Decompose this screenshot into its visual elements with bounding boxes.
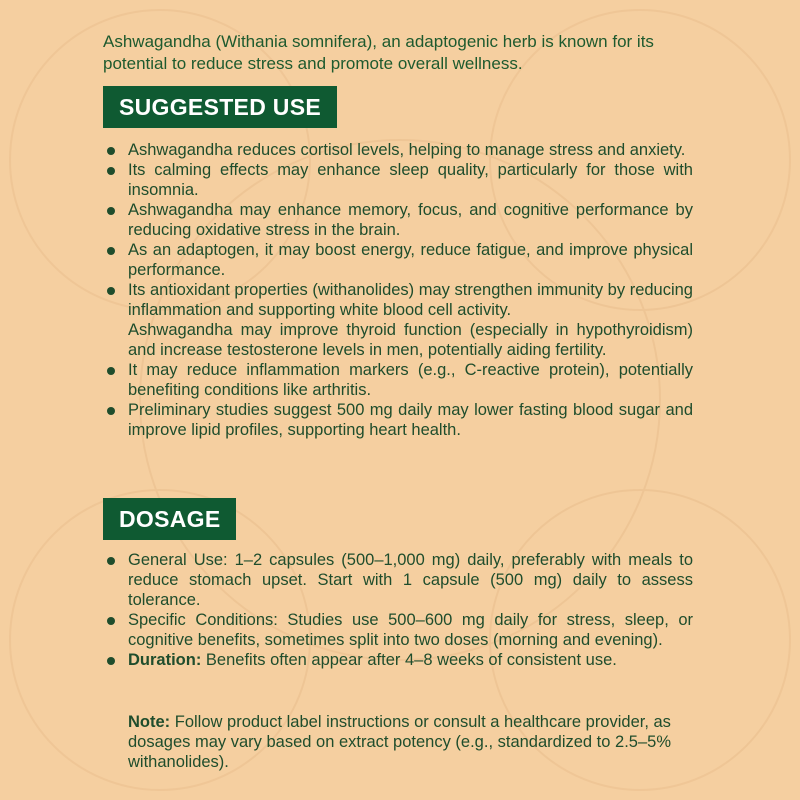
suggested-use-heading: SUGGESTED USE	[103, 86, 337, 128]
dosage-heading: DOSAGE	[103, 498, 236, 540]
list-item: Preliminary studies suggest 500 mg daily may lower fasting blood sugar and improve lipid profiles, supporting heart health.	[103, 400, 693, 440]
intro-text: Ashwagandha (Withania somnifera), an adaptogenic herb is known for its potential to reduce stress and promote overall wellness.	[103, 32, 654, 73]
list-item: It may reduce inflammation markers (e.g., C-reactive protein), potentially benefiting conditions like arthritis.	[103, 360, 693, 400]
duration-label: Duration:	[128, 651, 202, 669]
list-item: Ashwagandha may enhance memory, focus, and cognitive performance by reducing oxidative stress in the brain.	[103, 200, 693, 240]
list-item: General Use: 1–2 capsules (500–1,000 mg) daily, preferably with meals to reduce stomach upset. Start with 1 capsule (500 mg) daily to assess tolerance.	[103, 550, 693, 610]
duration-text: Benefits often appear after 4–8 weeks of consistent use.	[201, 651, 617, 669]
list-item	[103, 650, 693, 670]
note	[128, 712, 698, 772]
suggested-use-list	[103, 140, 693, 440]
note-text: Follow product label instructions or consult a healthcare provider, as dosages may vary based on extract potency (e.g., standardized to 2.5–5% withanolides).	[128, 713, 671, 771]
list-item: Ashwagandha may improve thyroid function (especially in hypothyroidism) and increase testosterone levels in men, potentially aiding fertility.	[128, 321, 693, 359]
list-item: Specific Conditions: Studies use 500–600 mg daily for stress, sleep, or cognitive benefits, sometimes split into two doses (morning and evening).	[103, 610, 693, 650]
note-label: Note:	[128, 713, 171, 731]
dosage-list	[103, 550, 693, 670]
list-item: Its calming effects may enhance sleep quality, particularly for those with insomnia.	[103, 160, 693, 200]
list-item: As an adaptogen, it may boost energy, reduce fatigue, and improve physical performance.	[103, 240, 693, 280]
list-item: Its antioxidant properties (withanolides) may strengthen immunity by reducing inflammation and supporting white blood cell activity.	[103, 280, 693, 320]
list-item: Ashwagandha reduces cortisol levels, helping to manage stress and anxiety.	[103, 140, 693, 160]
